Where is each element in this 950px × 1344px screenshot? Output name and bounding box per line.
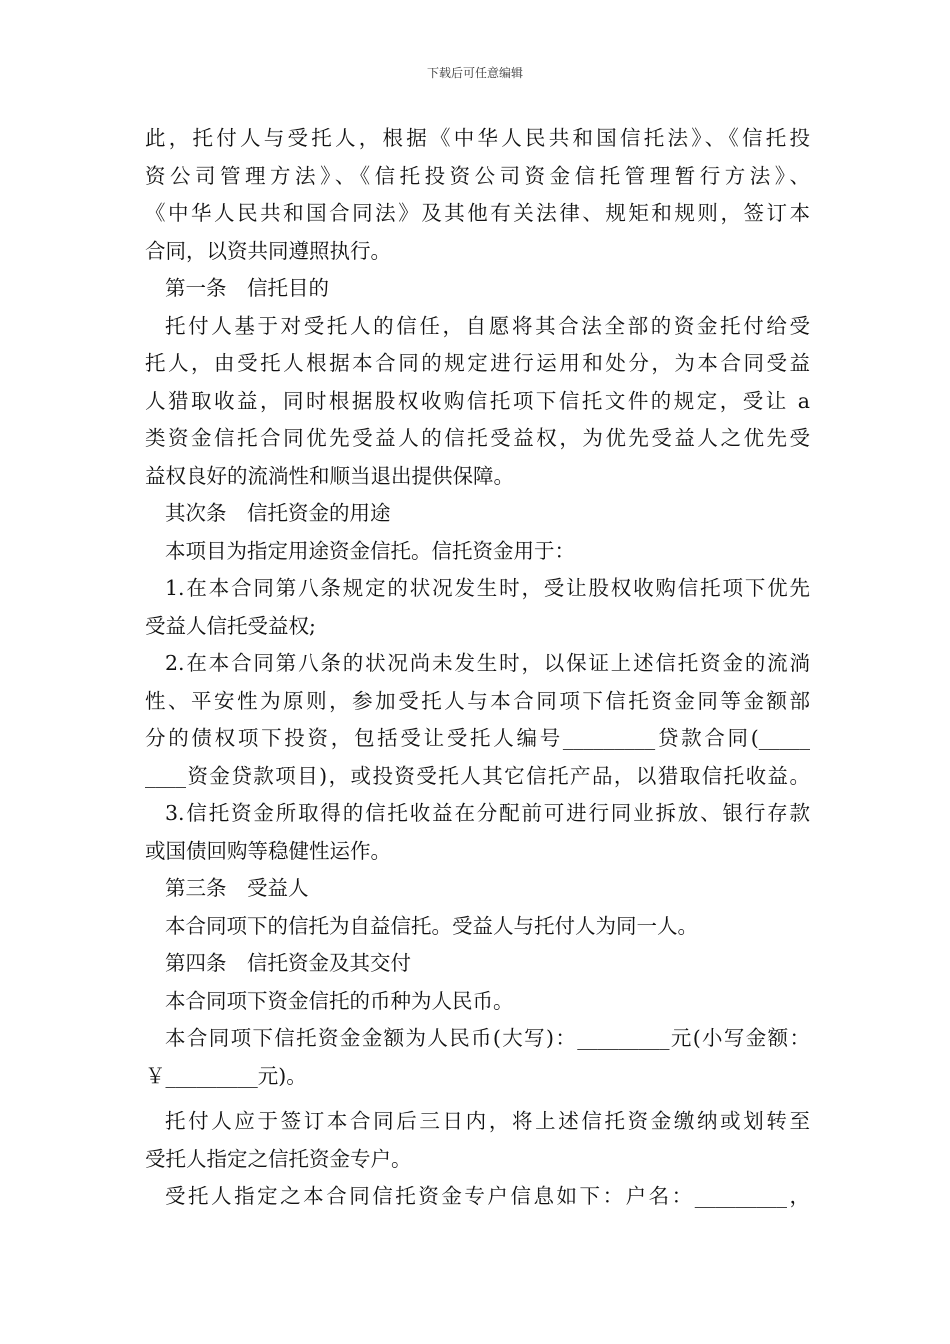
paragraph-line: 类资金信托合同优先受益人的信托受益权，为优先受益人之优先受 (145, 426, 810, 450)
list-item-line: ____资金贷款项目)，或投资受托人其它信托产品，以猎取信托收益。 (145, 763, 810, 788)
paragraph-line: 本项目为指定用途资金信托。信托资金用于： (165, 538, 575, 563)
paragraph-line: 益权良好的流淌性和顺当退出提供保障。 (145, 463, 514, 488)
list-item-line: 分的债权项下投资，包括受让受托人编号_________贷款合同(_____ (145, 726, 810, 750)
paragraph-line: 《中华人民共和国合同法》及其他有关法律、规矩和规则，签订本 (145, 201, 810, 225)
list-item-line: 3.信托资金所取得的信托收益在分配前可进行同业拆放、银行存款 (165, 801, 810, 825)
paragraph-line: 本合同项下资金信托的币种为人民币。 (165, 988, 514, 1013)
paragraph-line: 托付人应于签订本合同后三日内，将上述信托资金缴纳或划转至 (165, 1109, 810, 1133)
paragraph-line: 人猎取收益，同时根据股权收购信托项下信托文件的规定，受让 a (145, 388, 810, 413)
section-heading: 其次条 信托资金的用途 (165, 501, 391, 525)
paragraph-line: 此，托付人与受托人，根据《中华人民共和国信托法》、《信托投 (145, 126, 810, 150)
paragraph-line: ￥_________元)。 (145, 1063, 307, 1088)
list-item-line: 受益人信托受益权; (145, 613, 316, 638)
list-item-line: 2.在本合同第八条的状况尚未发生时，以保证上述信托资金的流淌 (165, 651, 810, 675)
page-header: 下载后可任意编辑 (426, 66, 523, 80)
list-item-line: 性、平安性为原则，参加受托人与本合同项下信托资金同等金额部 (145, 688, 810, 713)
paragraph-line: 托付人基于对受托人的信任，自愿将其合法全部的资金托付给受 (165, 313, 810, 338)
paragraph-line: 受托人指定之本合同信托资金专户信息如下：户名：_________， (165, 1184, 810, 1208)
paragraph-line: 本合同项下的信托为自益信托。受益人与托付人为同一人。 (165, 913, 698, 938)
paragraph-line: 本合同项下信托资金金额为人民币(大写)：_________元(小写金额： (165, 1026, 810, 1050)
list-item-line: 或国债回购等稳健性运作。 (145, 838, 391, 863)
section-heading: 第四条 信托资金及其交付 (165, 951, 411, 975)
section-heading: 第一条 信托目的 (165, 276, 329, 300)
paragraph-line: 资公司管理方法》、《信托投资公司资金信托管理暂行方法》、 (145, 163, 810, 188)
list-item-line: 1.在本合同第八条规定的状况发生时，受让股权收购信托项下优先 (165, 576, 810, 600)
document-body (145, 120, 810, 1216)
paragraph-line: 合同，以资共同遵照执行。 (145, 238, 391, 263)
section-heading: 第三条 受益人 (165, 876, 309, 900)
paragraph-line: 受托人指定之信托资金专户。 (145, 1146, 412, 1171)
paragraph-line: 托人，由受托人根据本合同的规定进行运用和处分，为本合同受益 (145, 351, 810, 375)
